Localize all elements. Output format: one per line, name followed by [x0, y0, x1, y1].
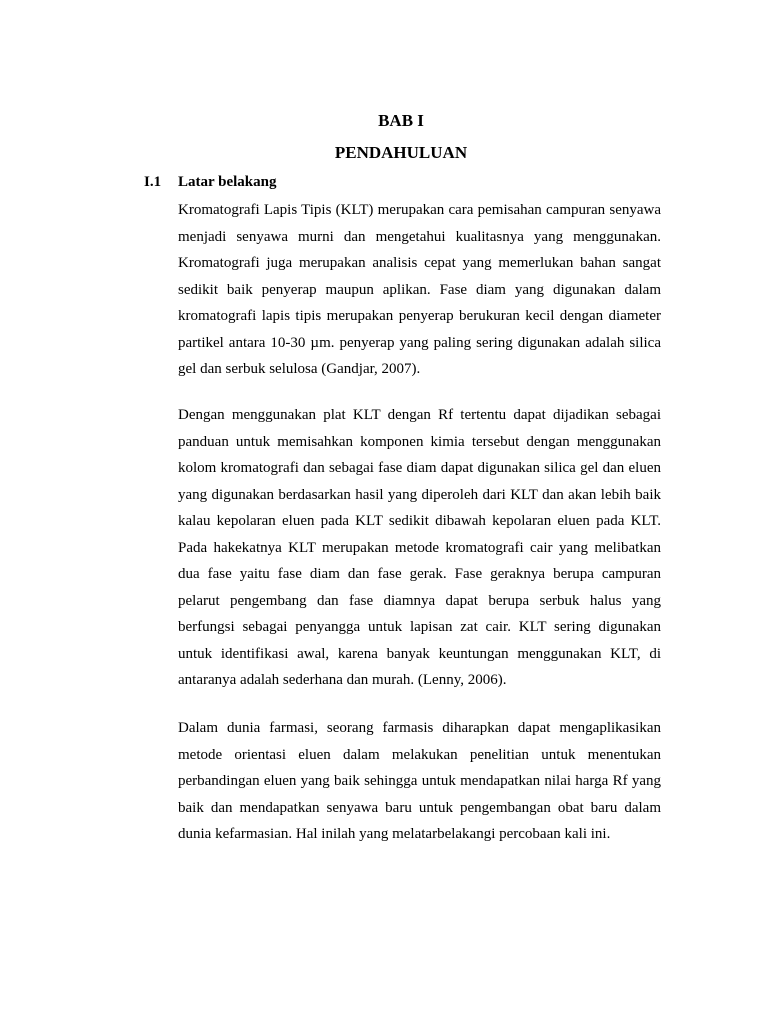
paragraph-line: baik dan mendapatkan senyawa baru untuk pengembangan obat baru dalam [178, 799, 661, 816]
paragraph-line: partikel antara 10-30 µm. penyerap yang paling sering digunakan adalah silica [178, 334, 661, 351]
paragraph-1 [178, 197, 661, 383]
section-title: Latar belakang [178, 174, 277, 190]
paragraph-line: berfungsi sebagai penyangga untuk lapisan zat cair. KLT sering digunakan [178, 619, 661, 635]
paragraph-line: panduan untuk memisahkan komponen kimia tersebut dengan menggunakan [178, 433, 661, 450]
chapter-title: PENDAHULUAN [334, 143, 468, 162]
paragraph-line: Kromatografi juga merupakan analisis cepat yang memerlukan bahan sangat [178, 255, 661, 271]
section-number: I.1 [144, 174, 162, 190]
paragraph-line: untuk identifikasi awal, karena banyak keuntungan menggunakan KLT, di [178, 645, 661, 662]
paragraph-line: kolom kromatografi dan sebagai fase diam dapat digunakan silica gel dan eluen [178, 460, 661, 476]
paragraph-line: antaranya adalah sederhana dan murah. (Lenny, 2006). [178, 672, 507, 688]
paragraph-line: Pada hakekatnya KLT merupakan metode kromatografi cair yang melibatkan [178, 539, 661, 556]
paragraph-line: Dengan menggunakan plat KLT dengan Rf tertentu dapat dijadikan sebagai [178, 407, 661, 423]
paragraph-3 [178, 715, 661, 848]
paragraph-line: kromatografi lapis tipis merupakan penyerap berukuran kecil dengan diameter [178, 308, 661, 324]
paragraph-line: dua fase yaitu fase diam dan fase gerak. Fase geraknya berupa campuran [178, 566, 661, 582]
paragraph-line: menjadi senyawa murni dan mengetahui kualitasnya yang menggunakan. [178, 228, 661, 245]
paragraph-line: kalau kepolaran eluen pada KLT sedikit dibawah kepolaran eluen pada KLT. [178, 513, 661, 529]
paragraph-line: sedikit baik penyerap maupun aplikan. Fase diam yang digunakan dalam [178, 281, 661, 298]
paragraph-line: dunia kefarmasian. Hal inilah yang melatarbelakangi percobaan kali ini. [178, 826, 611, 842]
chapter-number: BAB I [378, 111, 424, 130]
paragraph-2 [178, 402, 661, 694]
paragraph-line: perbandingan eluen yang baik sehingga untuk mendapatkan nilai harga Rf yang [178, 773, 661, 789]
paragraph-line: gel dan serbuk selulosa (Gandjar, 2007). [178, 361, 421, 377]
paragraph-line: yang digunakan berdasarkan hasil yang diperoleh dari KLT dan akan lebih baik [178, 486, 661, 503]
paragraph-line: pelarut pengembang dan fase diamnya dapat berupa serbuk halus yang [178, 592, 661, 609]
paragraph-line: Kromatografi Lapis Tipis (KLT) merupakan cara pemisahan campuran senyawa [178, 202, 661, 218]
paragraph-line: metode orientasi eluen dalam melakukan penelitian untuk menentukan [178, 746, 661, 763]
paragraph-line: Dalam dunia farmasi, seorang farmasis diharapkan dapat mengaplikasikan [178, 720, 661, 736]
